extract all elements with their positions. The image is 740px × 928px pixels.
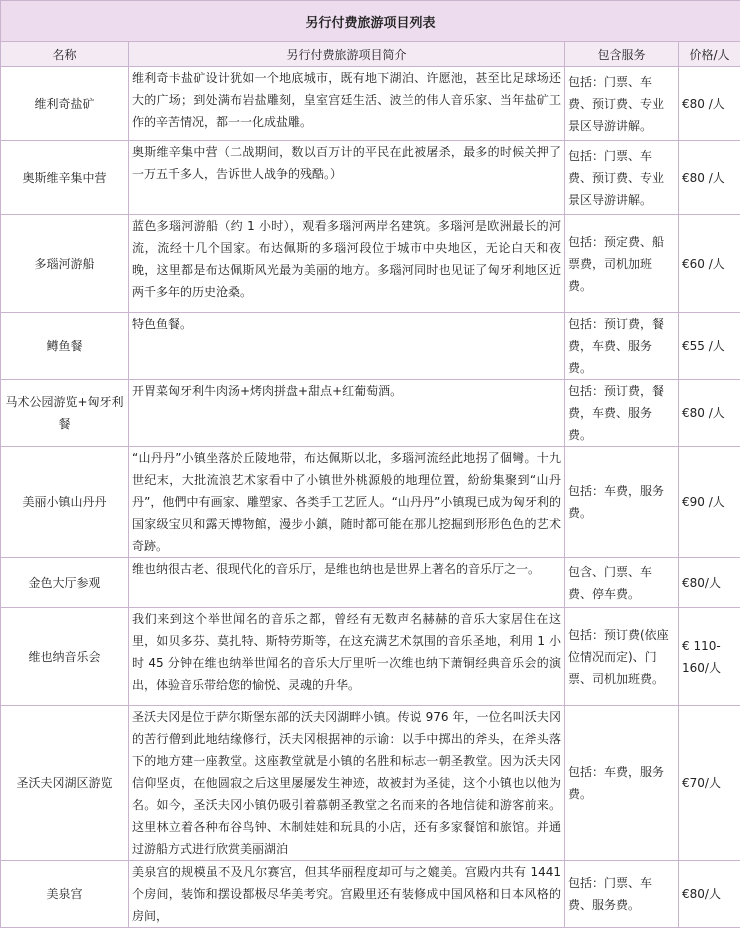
row-price: €80 /人 bbox=[679, 380, 740, 447]
table-row bbox=[1, 215, 740, 313]
row-name: 圣沃夫冈湖区游览 bbox=[1, 706, 129, 861]
header-row bbox=[1, 42, 740, 67]
row-name: 维也纳音乐会 bbox=[1, 608, 129, 706]
row-name: 维利奇盐矿 bbox=[1, 67, 129, 141]
row-desc: 维利奇卡盐矿设计犹如一个地底城市，既有地下湖泊、许愿池，甚至比足球场还大的广场；到处满布岩盐雕刻，皇室宫廷生活、波兰的伟人音乐家、当年盐矿工作的辛苦情况，都一一化成盐雕。 bbox=[129, 67, 565, 141]
table-row bbox=[1, 447, 740, 558]
row-name: 奥斯维辛集中营 bbox=[1, 141, 129, 215]
table-row bbox=[1, 380, 740, 447]
row-price: €80/人 bbox=[679, 861, 740, 928]
header-name: 名称 bbox=[1, 42, 129, 67]
row-name: 美丽小镇山丹丹 bbox=[1, 447, 129, 558]
table-row bbox=[1, 706, 740, 861]
table-row bbox=[1, 558, 740, 608]
row-service: 包括：预订费，餐费，车费、服务费。 bbox=[565, 380, 679, 447]
row-service: 包括：门票、车费、预订费、专业景区导游讲解。 bbox=[565, 67, 679, 141]
row-desc: 奥斯维辛集中营（二战期间，数以百万计的平民在此被屠杀，最多的时候关押了一万五千多人，告诉世人战争的残酷。） bbox=[129, 141, 565, 215]
row-name: 鳟鱼餐 bbox=[1, 313, 129, 380]
row-desc: 圣沃夫冈是位于萨尔斯堡东部的沃夫冈湖畔小镇。传说 976 年，一位名叫沃夫冈的苦行僧到此地结缘修行，沃夫冈根据神的示谕：以手中掷出的斧头，在斧头落下的地方建一座教堂。这座教堂就是小镇的名胜和标志一朝圣教堂。因为沃夫冈信仰坚贞，在他圆寂之后这里屡屡发生神迹，故被封为圣徒，这个小镇也以他为名。如今，圣沃夫冈小镇仍吸引着慕朝圣教堂之名而来的各地信徒和游客前来。这里林立着各种布谷鸟钟、木制娃娃和玩具的小店，还有多家餐馆和旅馆。并通过游船方式进行欣赏美丽湖泊 bbox=[129, 706, 565, 861]
table-row bbox=[1, 861, 740, 928]
header-desc: 另行付费旅游项目简介 bbox=[129, 42, 565, 67]
table-row bbox=[1, 313, 740, 380]
table-title: 另行付费旅游项目列表 bbox=[1, 1, 740, 42]
row-desc: 美泉宫的规模虽不及凡尔赛宫，但其华丽程度却可与之媲美。宫殿内共有 1441 个房间，装饰和摆设都极尽华美考究。宫殿里还有装修成中国风格和日本风格的房间， bbox=[129, 861, 565, 928]
table-row bbox=[1, 608, 740, 706]
row-desc: 我们来到这个举世闻名的音乐之都，曾经有无数声名赫赫的音乐大家居住在这里，如贝多芬、莫扎特、斯特劳斯等，在这充满艺术氛围的音乐圣地，利用 1 小时 45 分钟在维也纳举世闻名的音乐大厅里听一次维也纳下萧铜经典音乐会的演出，体验音乐带给您的愉悦、灵魂的升华。 bbox=[129, 608, 565, 706]
row-service: 包括：预订费，餐费，车费、服务费。 bbox=[565, 313, 679, 380]
row-price: €70/人 bbox=[679, 706, 740, 861]
row-name: 美泉宫 bbox=[1, 861, 129, 928]
row-service: 包含、门票、车费、停车费。 bbox=[565, 558, 679, 608]
row-price: €80/人 bbox=[679, 558, 740, 608]
row-service: 包括：车费，服务费。 bbox=[565, 706, 679, 861]
header-price: 价格/人 bbox=[679, 42, 740, 67]
row-price: €90 /人 bbox=[679, 447, 740, 558]
table-row bbox=[1, 141, 740, 215]
row-name: 金色大厅参观 bbox=[1, 558, 129, 608]
row-service: 包括：预定费、船票费，司机加班费。 bbox=[565, 215, 679, 313]
row-price: € 110-160/人 bbox=[679, 608, 740, 706]
row-price: €55 /人 bbox=[679, 313, 740, 380]
row-desc: 开胃菜匈牙利牛肉汤+烤肉拼盘+甜点+红葡萄酒。 bbox=[129, 380, 565, 447]
row-desc: 蓝色多瑙河游船（约 1 小时），观看多瑙河两岸名建筑。多瑙河是欧洲最长的河流，流经十几个国家。布达佩斯的多瑙河段位于城市中央地区，无论白天和夜晚，这里都是布达佩斯风光最为美丽的地方。多瑙河同时也见证了匈牙利地区近两千多年的历史沧桑。 bbox=[129, 215, 565, 313]
title-row bbox=[1, 1, 740, 42]
row-desc: 特色鱼餐。 bbox=[129, 313, 565, 380]
row-desc: 维也纳很古老、很现代化的音乐厅，是维也纳也是世界上著名的音乐厅之一。 bbox=[129, 558, 565, 608]
row-name: 马术公园游览+匈牙利餐 bbox=[1, 380, 129, 447]
row-name: 多瑙河游船 bbox=[1, 215, 129, 313]
row-price: €60 /人 bbox=[679, 215, 740, 313]
table-row bbox=[1, 67, 740, 141]
row-price: €80 /人 bbox=[679, 141, 740, 215]
row-service: 包括：门票、车费、预订费、专业景区导游讲解。 bbox=[565, 141, 679, 215]
row-service: 包括：车费，服务费。 bbox=[565, 447, 679, 558]
row-price: €80 /人 bbox=[679, 67, 740, 141]
header-service: 包含服务 bbox=[565, 42, 679, 67]
row-desc: “山丹丹”小镇坐落於丘陵地带，布达佩斯以北，多瑙河流经此地拐了個彎。十九世纪末，大批流浪艺术家看中了小镇世外桃源般的地理位置，紛紛集聚到“山丹丹”，他們中有画家、雕塑家、各类手工艺匠人。“山丹丹”小镇現已成为匈牙利的国家级宝贝和露天博物館，漫步小鎮，随时都可能在那儿挖掘到形形色色的艺术奇跡。 bbox=[129, 447, 565, 558]
row-service: 包括：预订费(依座位情况而定)、门票、司机加班费。 bbox=[565, 608, 679, 706]
row-service: 包括：门票、车费、服务费。 bbox=[565, 861, 679, 928]
